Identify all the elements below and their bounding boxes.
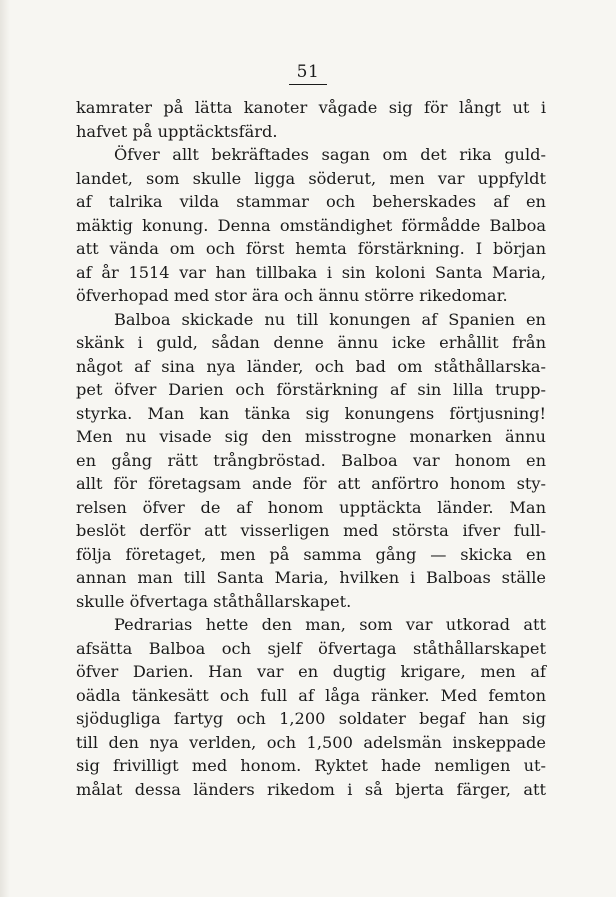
- page-number-text: 51: [289, 62, 328, 85]
- text-line: sig frivilligt med honom. Ryktet hade nemligen ut-: [76, 756, 546, 775]
- page-number: [0, 62, 616, 85]
- page-edge-shadow: [0, 0, 10, 897]
- text-line: af år 1514 var han tillbaka i sin koloni Santa Maria,: [76, 262, 546, 282]
- text-line: Öfver allt bekräftades sagan om det rika guld-: [114, 145, 546, 164]
- text-line: följa företaget, men på samma gång — skicka en: [76, 544, 546, 564]
- text-line: sjödugliga fartyg och 1,200 soldater begaf han sig: [76, 709, 546, 728]
- text-line: att vända om och först hemta förstärkning. I början: [76, 239, 546, 258]
- text-line: afsätta Balboa och sjelf öfvertaga ståthållarskapet: [76, 638, 546, 658]
- text-line: kamrater på lätta kanoter vågade sig för långt ut i: [76, 98, 546, 117]
- text-line: landet, som skulle ligga söderut, men var uppfyldt: [76, 168, 546, 188]
- text-line: allt för företagsam ande för att anförtro honom sty-: [76, 474, 546, 493]
- text-line: målat dessa länders rikedom i så bjerta färger, att: [76, 779, 546, 799]
- text-line: beslöt derför att visserligen med största ifver full-: [76, 521, 546, 540]
- text-line: styrka. Man kan tänka sig konungens förtjusning!: [76, 403, 546, 423]
- text-line: hafvet på upptäcktsfärd.: [76, 121, 278, 141]
- text-line: Men nu visade sig den misstrogne monarken ännu: [76, 427, 546, 446]
- text-line: en gång rätt trångbröstad. Balboa var honom en: [76, 450, 546, 470]
- text-line: annan man till Santa Maria, hvilken i Balboas ställe: [76, 568, 546, 587]
- text-line: af talrika vilda stammar och beherskades af en: [76, 192, 546, 211]
- text-line: Pedrarias hette den man, som var utkorad att: [114, 615, 546, 634]
- text-line: skänk i guld, sådan denne ännu icke erhållit från: [76, 333, 546, 352]
- text-line: öfver Darien. Han var en dugtig krigare, men af: [76, 662, 546, 681]
- text-line: något af sina nya länder, och bad om ståthållarska-: [76, 356, 546, 376]
- text-line: Balboa skickade nu till konungen af Spanien en: [114, 309, 546, 329]
- text-line: mäktig konung. Denna omständighet förmådde Balboa: [76, 215, 546, 235]
- text-line: pet öfver Darien och förstärkning af sin lilla trupp-: [76, 380, 546, 399]
- text-line: öfverhopad med stor ära och ännu större rikedomar.: [76, 286, 508, 305]
- text-line: till den nya verlden, och 1,500 adelsmän inskeppade: [76, 732, 546, 752]
- text-line: oädla tänkesätt och full af låga ränker. Med femton: [76, 685, 546, 705]
- text-line: skulle öfvertaga ståthållarskapet.: [76, 591, 352, 611]
- text-line: relsen öfver de af honom upptäckta länder. Man: [76, 497, 546, 517]
- body-text: [76, 96, 546, 801]
